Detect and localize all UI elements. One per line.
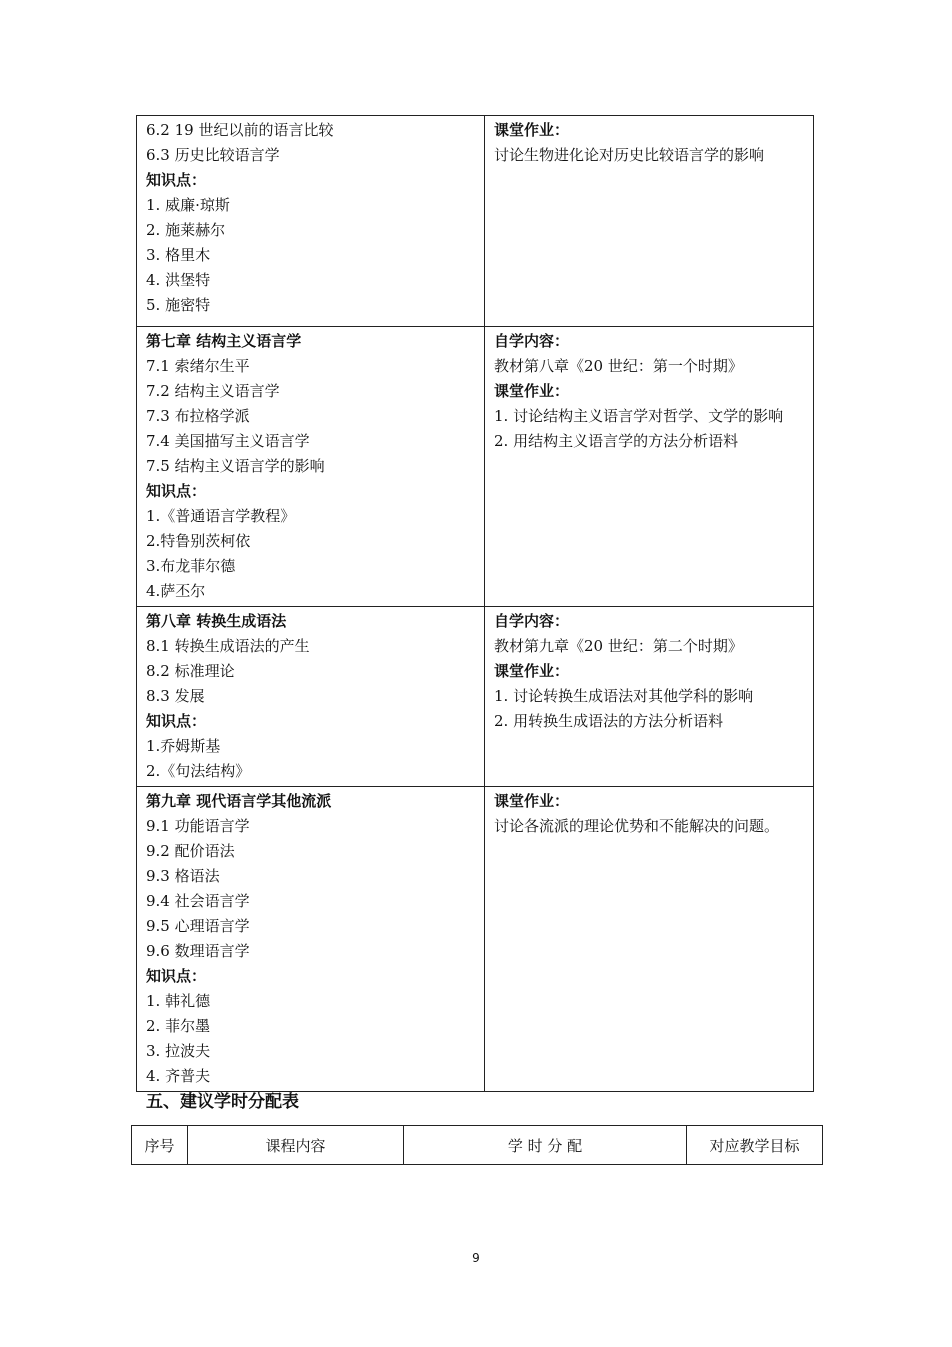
knowledge-point: 4. 洪堡特 <box>146 271 211 289</box>
section-item: 9.3 格语法 <box>146 867 220 885</box>
table-row <box>137 787 814 1092</box>
chapter-title: 第八章 转换生成语法 <box>146 612 287 630</box>
section-item: 7.3 布拉格学派 <box>146 407 250 425</box>
column-header-objective: 对应教学目标 <box>687 1126 823 1165</box>
section-item: 6.2 19 世纪以前的语言比较 <box>146 121 334 139</box>
classwork-item: 2. 用结构主义语言学的方法分析语料 <box>494 432 739 450</box>
table-header-row <box>132 1126 823 1165</box>
classwork-item: 讨论各流派的理论优势和不能解决的问题。 <box>494 817 780 835</box>
course-content-table <box>136 115 814 1092</box>
knowledge-point: 2.《句法结构》 <box>146 762 251 780</box>
classwork-item: 2. 用转换生成语法的方法分析语料 <box>494 712 724 730</box>
column-header-index: 序号 <box>132 1126 188 1165</box>
knowledge-point: 5. 施密特 <box>146 296 211 314</box>
knowledge-point: 2.特鲁别茨柯依 <box>146 532 251 550</box>
knowledge-points-label: 知识点： <box>146 171 207 189</box>
knowledge-point: 3. 拉波夫 <box>146 1042 211 1060</box>
self-study-label: 自学内容： <box>494 332 570 350</box>
table-row <box>137 116 814 327</box>
classwork-label: 课堂作业： <box>494 382 570 400</box>
section-item: 7.2 结构主义语言学 <box>146 382 280 400</box>
self-study-content: 教材第八章《20 世纪：第一个时期》 <box>494 357 743 375</box>
classwork-label: 课堂作业： <box>494 662 570 680</box>
assignment-cell <box>485 327 814 607</box>
section-item: 9.5 心理语言学 <box>146 917 250 935</box>
section-item: 8.3 发展 <box>146 687 205 705</box>
assignment-cell <box>485 116 814 327</box>
section-item: 9.2 配价语法 <box>146 842 235 860</box>
chapter-content-cell <box>137 787 485 1092</box>
section-item: 9.4 社会语言学 <box>146 892 250 910</box>
assignment-cell <box>485 787 814 1092</box>
self-study-content: 教材第九章《20 世纪：第二个时期》 <box>494 637 743 655</box>
classwork-label: 课堂作业： <box>494 121 570 139</box>
classwork-item: 讨论生物进化论对历史比较语言学的影响 <box>494 146 765 164</box>
knowledge-point: 3. 格里木 <box>146 246 211 264</box>
chapter-title: 第七章 结构主义语言学 <box>146 332 302 350</box>
section-item: 7.5 结构主义语言学的影响 <box>146 457 325 475</box>
knowledge-points-label: 知识点： <box>146 482 207 500</box>
self-study-label: 自学内容： <box>494 612 570 630</box>
knowledge-point: 1.乔姆斯基 <box>146 737 221 755</box>
column-header-hours: 学 时 分 配 <box>404 1126 687 1165</box>
knowledge-point: 2. 施莱赫尔 <box>146 221 226 239</box>
knowledge-point: 4.萨丕尔 <box>146 582 206 600</box>
knowledge-point: 4. 齐普夫 <box>146 1067 211 1085</box>
classwork-item: 1. 讨论转换生成语法对其他学科的影响 <box>494 687 754 705</box>
knowledge-point: 1.《普通语言学教程》 <box>146 507 296 525</box>
chapter-content-cell <box>137 116 485 327</box>
knowledge-points-label: 知识点： <box>146 712 207 730</box>
section-item: 9.1 功能语言学 <box>146 817 250 835</box>
section-item: 8.1 转换生成语法的产生 <box>146 637 310 655</box>
knowledge-points-label: 知识点： <box>146 967 207 985</box>
column-header-content: 课程内容 <box>188 1126 404 1165</box>
knowledge-point: 1. 韩礼德 <box>146 992 211 1010</box>
section-heading: 五、建议学时分配表 <box>146 1092 299 1112</box>
section-item: 7.4 美国描写主义语言学 <box>146 432 310 450</box>
table-row <box>137 607 814 787</box>
knowledge-point: 2. 菲尔墨 <box>146 1017 211 1035</box>
classwork-item: 1. 讨论结构主义语言学对哲学、文学的影响 <box>494 407 784 425</box>
assignment-cell <box>485 607 814 787</box>
section-item: 6.3 历史比较语言学 <box>146 146 280 164</box>
section-item: 7.1 索绪尔生平 <box>146 357 250 375</box>
table-row <box>137 327 814 607</box>
chapter-content-cell <box>137 327 485 607</box>
chapter-title: 第九章 现代语言学其他流派 <box>146 792 332 810</box>
section-item: 8.2 标准理论 <box>146 662 235 680</box>
knowledge-point: 1. 威廉·琼斯 <box>146 196 230 214</box>
page-number: 9 <box>472 1251 480 1265</box>
knowledge-point: 3.布龙菲尔德 <box>146 557 236 575</box>
hours-allocation-table <box>131 1125 823 1165</box>
chapter-content-cell <box>137 607 485 787</box>
section-item: 9.6 数理语言学 <box>146 942 250 960</box>
classwork-label: 课堂作业： <box>494 792 570 810</box>
